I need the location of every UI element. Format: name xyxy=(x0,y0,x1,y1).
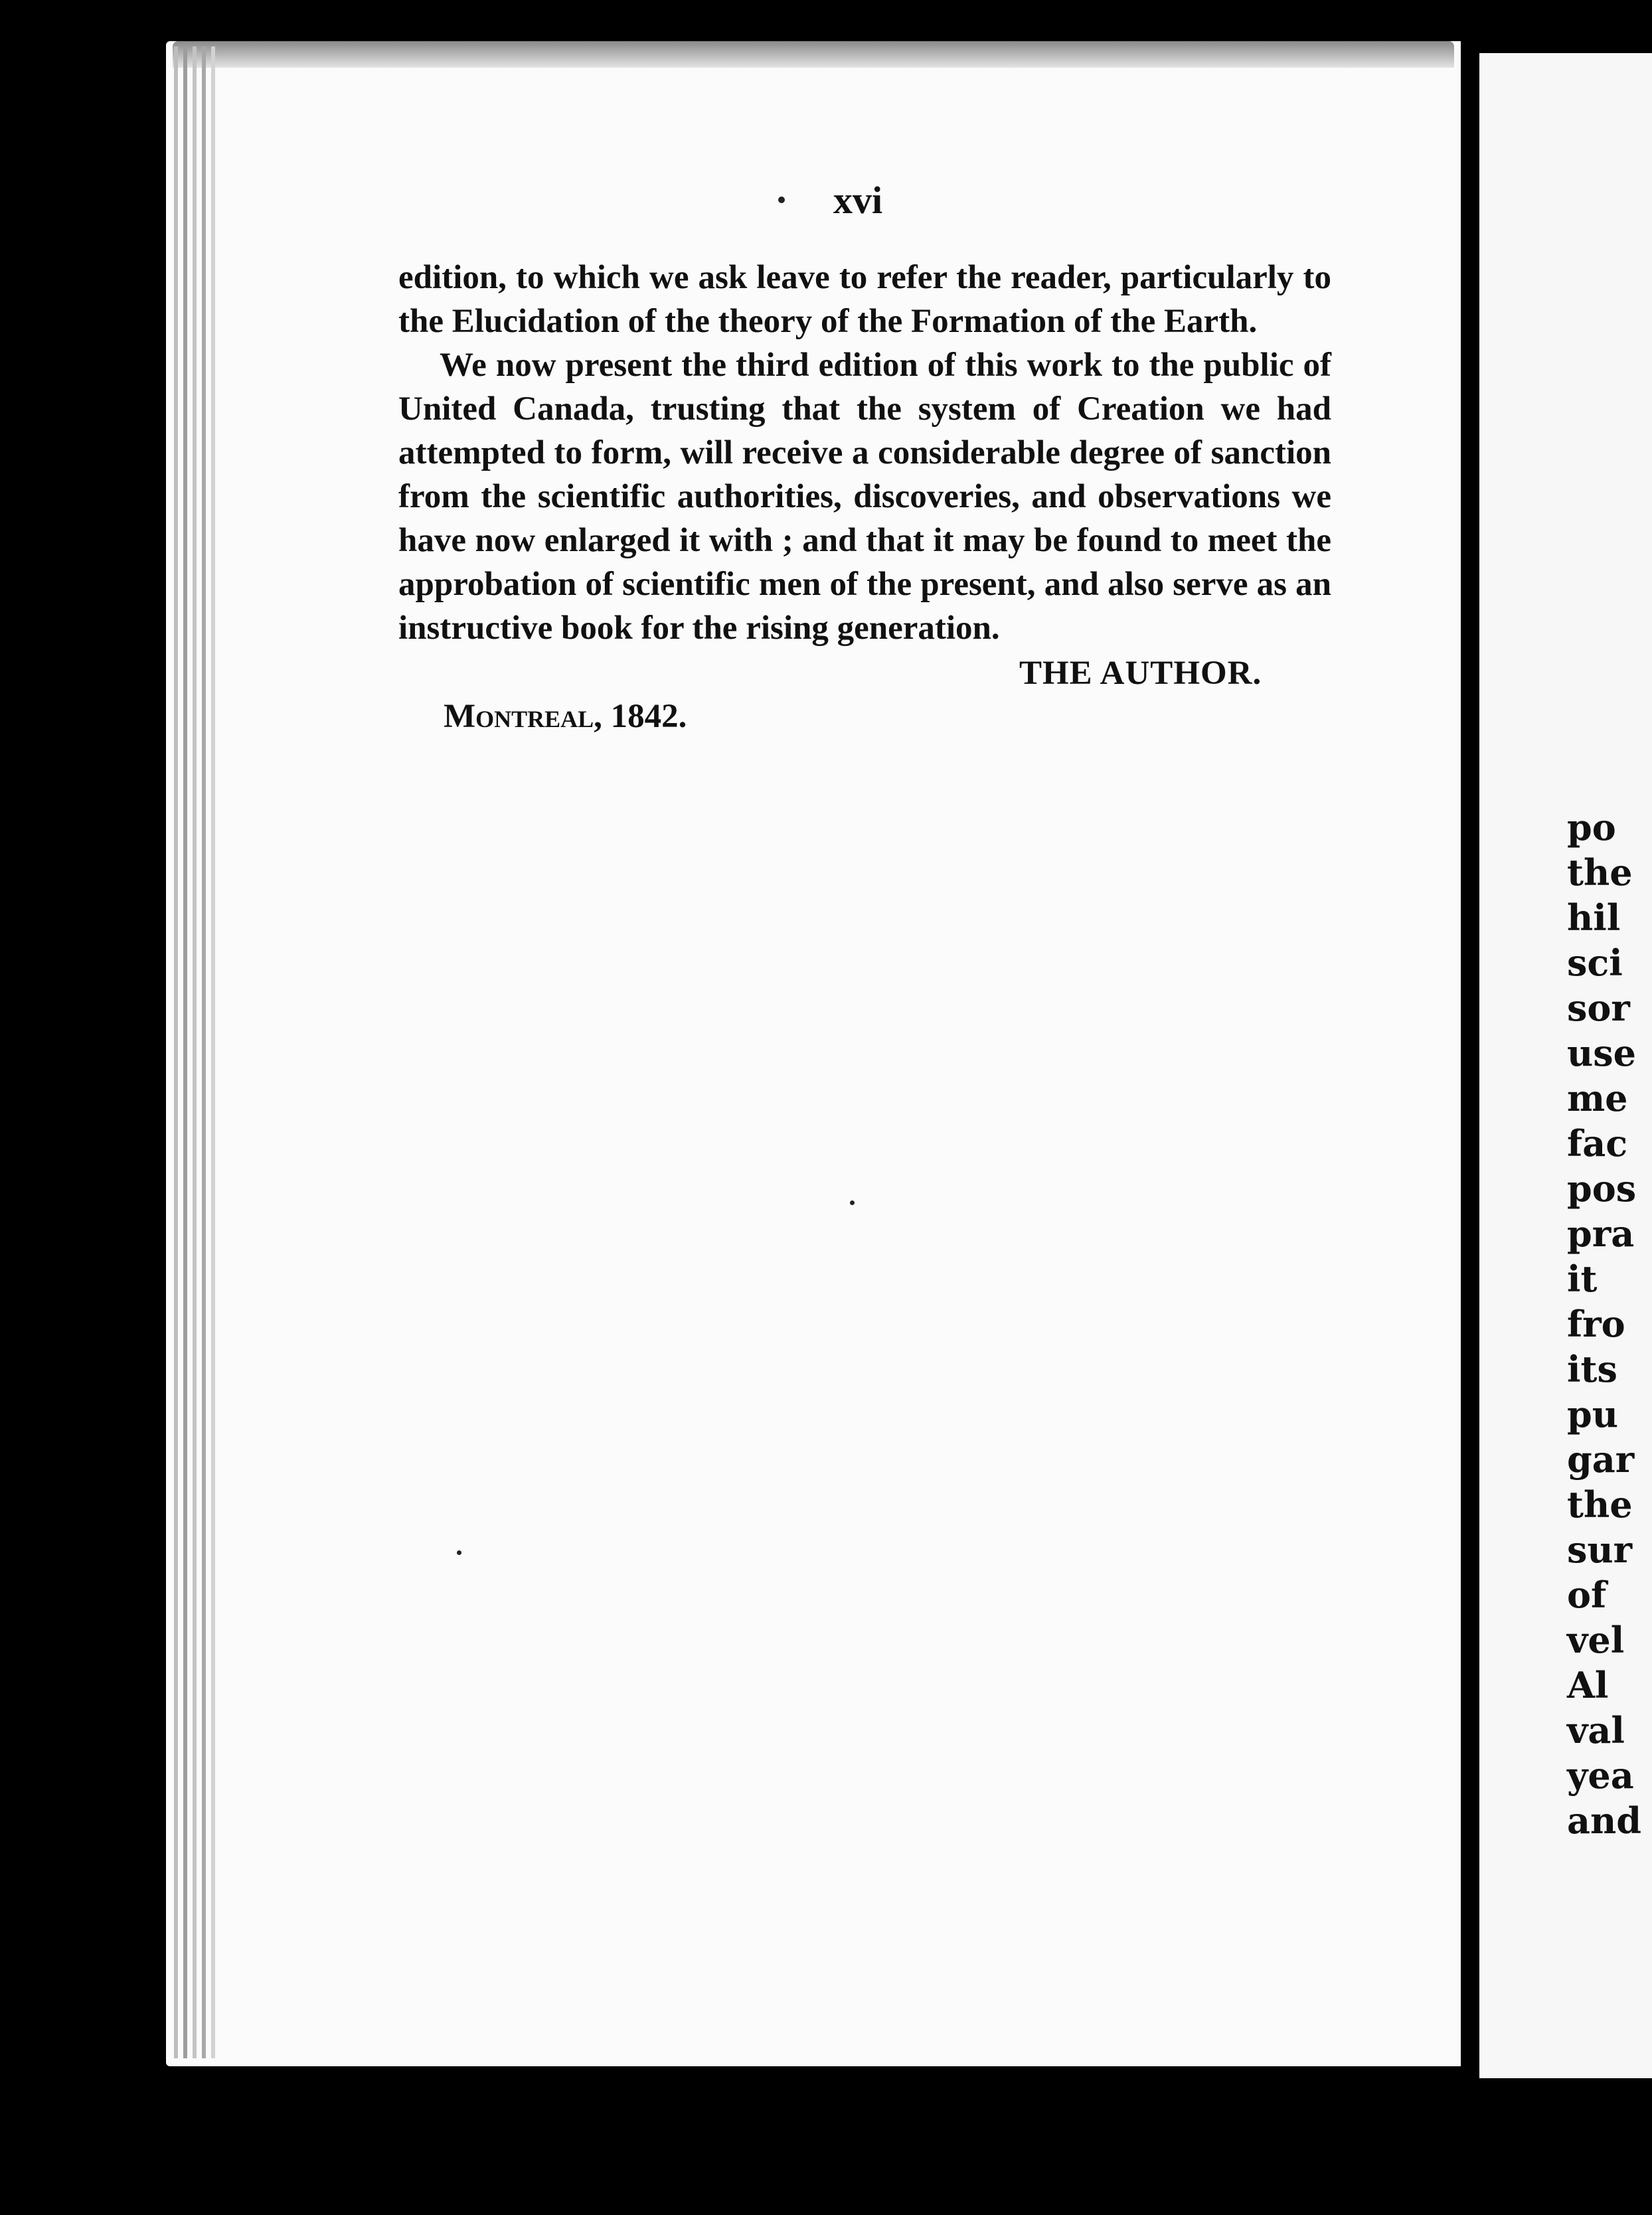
facing-page-text-fragments xyxy=(1567,805,1642,1843)
fragment: pu xyxy=(1567,1393,1619,1436)
fragment: use xyxy=(1567,1032,1637,1074)
ink-speck xyxy=(778,197,785,203)
fragment: sci xyxy=(1567,942,1623,984)
ink-speck xyxy=(457,1550,461,1555)
fragment: val xyxy=(1567,1709,1625,1752)
fragment: Al xyxy=(1567,1664,1609,1706)
place: Montreal xyxy=(444,698,594,735)
fragment: me xyxy=(1567,1077,1628,1119)
fragment: the xyxy=(1567,851,1633,894)
author-signature: THE AUTHOR. xyxy=(1019,655,1262,692)
body-text xyxy=(398,256,1331,650)
page-edge xyxy=(183,46,187,2058)
fragment: and xyxy=(1567,1799,1642,1842)
fragment: fro xyxy=(1567,1303,1625,1345)
fragment: fac xyxy=(1567,1122,1628,1165)
page-edge xyxy=(211,46,215,2058)
fragment: po xyxy=(1567,806,1616,849)
fragment: pos xyxy=(1567,1167,1637,1210)
page-edge xyxy=(174,46,178,2058)
fragment: pra xyxy=(1567,1212,1635,1255)
paragraph: edition, to which we ask leave to refer the reader, particularly to the Elucidation of the theory of the Formation of the Earth. xyxy=(398,259,1331,340)
paragraph: We now present the third edition of this work to the public of United Canada, trusting that the system of Creation we had attempted to form, will receive a considerable degree of sanction from the scientific authorities, discoveries, and observations we have now enlarged it with ; and that it may be found to meet the approbation of scientific men of the present, and also serve as an instructive book for the rising generation. xyxy=(398,347,1331,647)
fragment: its xyxy=(1567,1348,1617,1390)
fragment: of xyxy=(1567,1574,1607,1616)
fragment: the xyxy=(1567,1483,1633,1526)
year: , 1842. xyxy=(594,698,687,735)
page-number: xvi xyxy=(833,179,883,222)
page-edge xyxy=(202,46,206,2058)
fragment: gar xyxy=(1567,1438,1635,1481)
fragment: it xyxy=(1567,1258,1598,1300)
fragment: hil xyxy=(1567,896,1621,939)
fragment: vel xyxy=(1567,1619,1625,1661)
ink-speck xyxy=(850,1200,855,1205)
fragment: yea xyxy=(1567,1754,1634,1797)
dateline xyxy=(444,697,687,736)
fragment: sur xyxy=(1567,1528,1633,1571)
fragment: sor xyxy=(1567,987,1630,1029)
page-edge xyxy=(193,46,197,2058)
page-top-edge xyxy=(173,41,1454,68)
